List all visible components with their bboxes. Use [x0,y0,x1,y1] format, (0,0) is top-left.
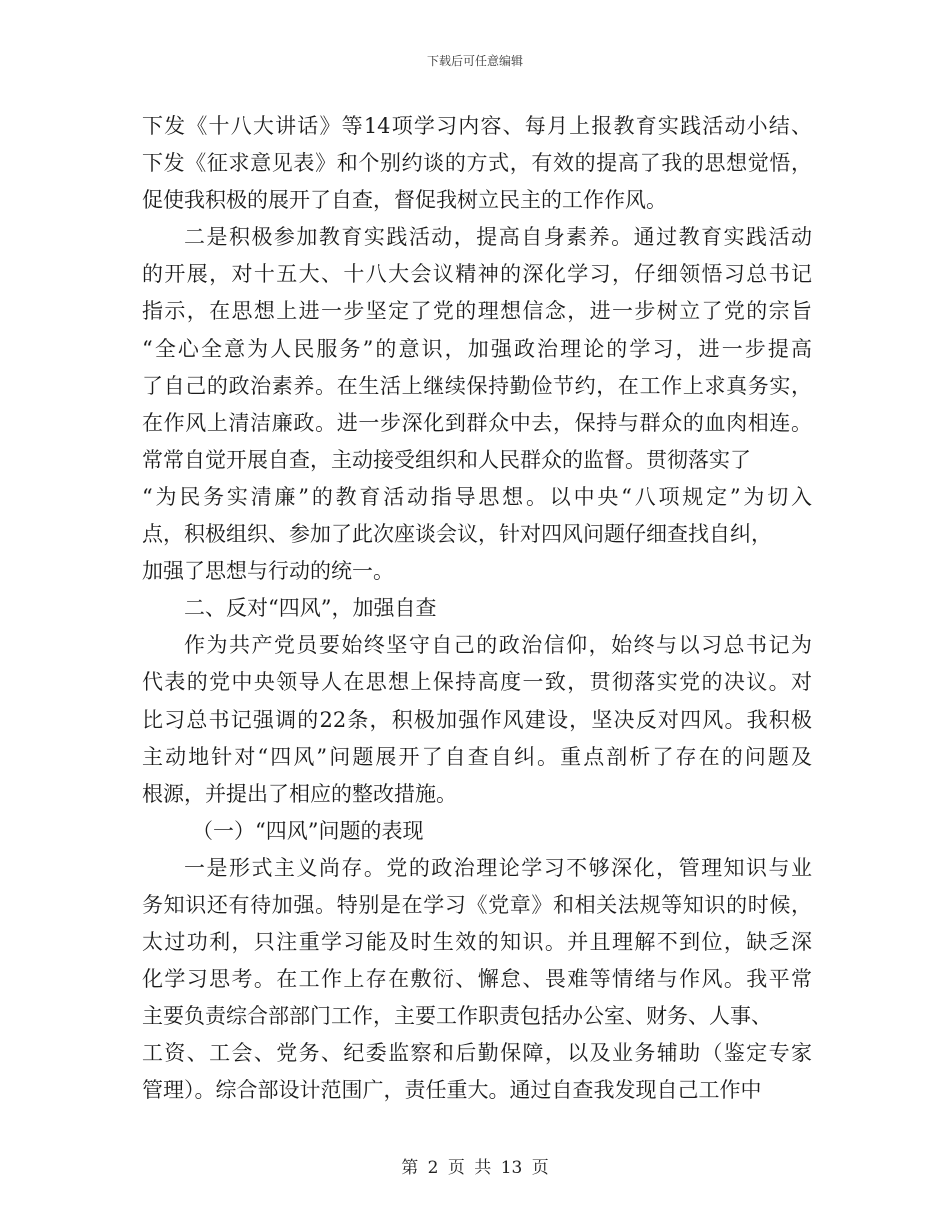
text-line: 下发《征求意见表》和个别约谈的方式，有效的提高了我的思想觉悟， [142,151,812,176]
text-line: 常常自觉开展自查，主动接受组织和人民群众的监督。贯彻落实了 [142,447,751,472]
text-line: “全心全意为人民服务”的意识，加强政治理论的学习，进一步提高 [142,336,812,361]
text-line: 化学习思考。在工作上存在敷衍、懈怠、畏难等情绪与作风。我平常 [142,967,812,992]
text-line: 作为共产党员要始终坚守自己的政治信仰，始终与以习总书记为 [184,633,812,658]
text-line: 比习总书记强调的22条，积极加强作风建设，坚决反对四风。我积极 [142,707,812,732]
text-line: 下发《十八大讲话》等14项学习内容、每月上报教育实践活动小结、 [142,114,812,138]
text-line: 二是积极参加教育实践活动，提高自身素养。通过教育实践活动 [184,225,812,250]
text-line: 在作风上清洁廉政。进一步深化到群众中去，保持与群众的血肉相连。 [142,410,812,435]
text-line: 工资、工会、党务、纪委监察和后勤保障，以及业务辅助（鉴定专家 [142,1041,812,1066]
text-line: 指示，在思想上进一步坚定了党的理想信念，进一步树立了党的宗旨 [142,299,812,324]
subsection-heading: （一）“四风”问题的表现 [192,818,424,843]
text-line: 的开展，对十五大、十八大会议精神的深化学习，仔细领悟习总书记 [142,262,812,287]
page-header: 下载后可任意编辑 [426,54,523,68]
text-line: 管理）。综合部设计范围广，责任重大。通过自查我发现自己工作中 [142,1078,762,1103]
section-heading: 二、反对“四风”，加强自查 [184,596,437,621]
text-line: 了自己的政治素养。在生活上继续保持勤俭节约，在工作上求真务实， [142,373,812,398]
text-line: 主要负责综合部部门工作，主要工作职责包括办公室、财务、人事、 [142,1004,772,1029]
text-line: 务知识还有待加强。特别是在学习《党章》和相关法规等知识的时候， [142,892,812,917]
text-line: 点，积极组织、参加了此次座谈会议，针对四风问题仔细查找自纠， [142,522,772,547]
text-line: 促使我积极的展开了自查，督促我树立民主的工作作风。 [142,188,667,213]
document-body [142,108,812,1110]
text-line: 主动地针对“四风”问题展开了自查自纠。重点剖析了存在的问题及 [142,744,812,769]
text-line: 根源，并提出了相应的整改措施。 [142,781,457,806]
text-line: “为民务实清廉”的教育活动指导思想。以中央“八项规定”为切入 [142,484,812,509]
text-line: 太过功利，只注重学习能及时生效的知识。并且理解不到位，缺乏深 [142,930,812,955]
page-footer: 第 2 页 共 13 页 [401,1158,549,1178]
text-line: 加强了思想与行动的统一。 [142,559,394,584]
text-line: 代表的党中央领导人在思想上保持高度一致，贯彻落实党的决议。对 [142,670,812,695]
text-line: 一是形式主义尚存。党的政治理论学习不够深化，管理知识与业 [184,855,812,880]
